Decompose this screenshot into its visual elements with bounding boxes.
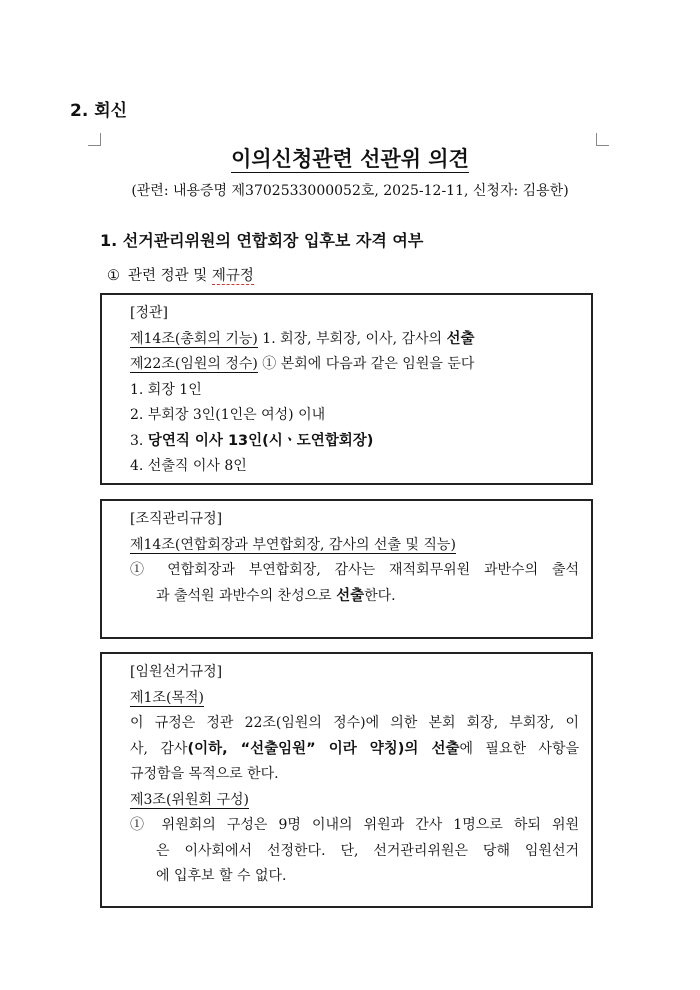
articles-of-association-box — [100, 293, 593, 485]
article-line — [130, 686, 579, 712]
section-heading: 2. 회신 — [70, 101, 128, 121]
list-item-bold-text: 당연직 이사 13인(시ㆍ도연합회장) — [147, 432, 374, 449]
article-reference: 제3조(위원회 구성) — [130, 791, 249, 808]
paragraph-line: 에 입후보 할 수 없다. — [156, 868, 287, 884]
box-heading: [정관] — [130, 305, 168, 321]
list-item: 2. 부회장 3인(1인은 여성) 이내 — [130, 407, 326, 423]
sub-heading — [107, 264, 254, 285]
document-title — [0, 143, 700, 173]
article-reference: 제14조(연합회장과 부연합회장, 감사의 선출 및 직능) — [130, 536, 456, 553]
list-item: 1. 회장 1인 — [130, 381, 202, 398]
paragraph-text: 사, 감사 — [130, 740, 188, 757]
paragraph-text: 과 출석원 과반수의 찬성으로 — [156, 587, 337, 604]
article-reference: 제14조(총회의 기능) — [130, 330, 258, 347]
sub-heading-number: ① — [107, 268, 120, 284]
article-text: 1. 회장, 부회장, 이사, 감사의 — [257, 330, 447, 347]
article-reference: 제1조(목적) — [130, 689, 204, 706]
article-bold-text: 선출 — [446, 330, 475, 347]
article-text: ① 본회에 다음과 같은 임원을 둔다 — [257, 356, 475, 372]
paragraph-bold-text: 선출 — [336, 587, 365, 604]
paragraph-text: 에 필요한 사항을 — [459, 740, 579, 757]
paragraph-bold-text: (이하, “선출임원” 이라 약칭)의 선출 — [187, 740, 460, 757]
document-title-text: 이의신청관련 선관위 의견 — [231, 147, 469, 171]
paragraph-line: ① 연합회장과 부연합회장, 감사는 재적회무위원 과반수의 출석 — [130, 562, 579, 578]
officer-election-rules-box — [100, 652, 593, 908]
article-line — [130, 533, 579, 559]
article-line — [130, 327, 579, 353]
list-item — [130, 429, 579, 455]
article-line — [130, 788, 579, 814]
organization-rules-box — [100, 499, 593, 639]
paragraph-line: ① 위원회의 구성은 9명 이내의 위원과 간사 1명으로 하되 위원 — [130, 817, 579, 833]
article-line — [130, 352, 579, 378]
question-heading: 1. 선거관리위원의 연합회장 입후보 자격 여부 — [100, 231, 424, 250]
list-item: 4. 선출직 이사 8인 — [130, 458, 247, 474]
sub-heading-text: 관련 정관 및 — [128, 268, 208, 284]
paragraph-line — [130, 584, 579, 610]
paragraph-line: 규정함을 목적으로 한다. — [130, 766, 279, 782]
box-heading: [임원선거규정] — [130, 664, 223, 680]
article-reference: 제22조(임원의 정수) — [130, 356, 258, 372]
paragraph-line: 은 이사회에서 선정한다. 단, 선거관리위원은 당해 임원선거 — [156, 842, 579, 859]
document-subtitle: (관련: 내용증명 제3702533000052호, 2025-12-11, 신청자: 김용한) — [131, 183, 569, 199]
list-item-number: 3. — [130, 432, 148, 449]
box-heading: [조직관리규정] — [130, 511, 223, 527]
paragraph-line — [130, 737, 579, 763]
sub-heading-underlined-text: 제규정 — [211, 268, 254, 284]
paragraph-text: 한다. — [364, 587, 396, 604]
paragraph-line: 이 규정은 정관 22조(임원의 정수)에 의한 본회 회장, 부회장, 이 — [130, 715, 579, 731]
